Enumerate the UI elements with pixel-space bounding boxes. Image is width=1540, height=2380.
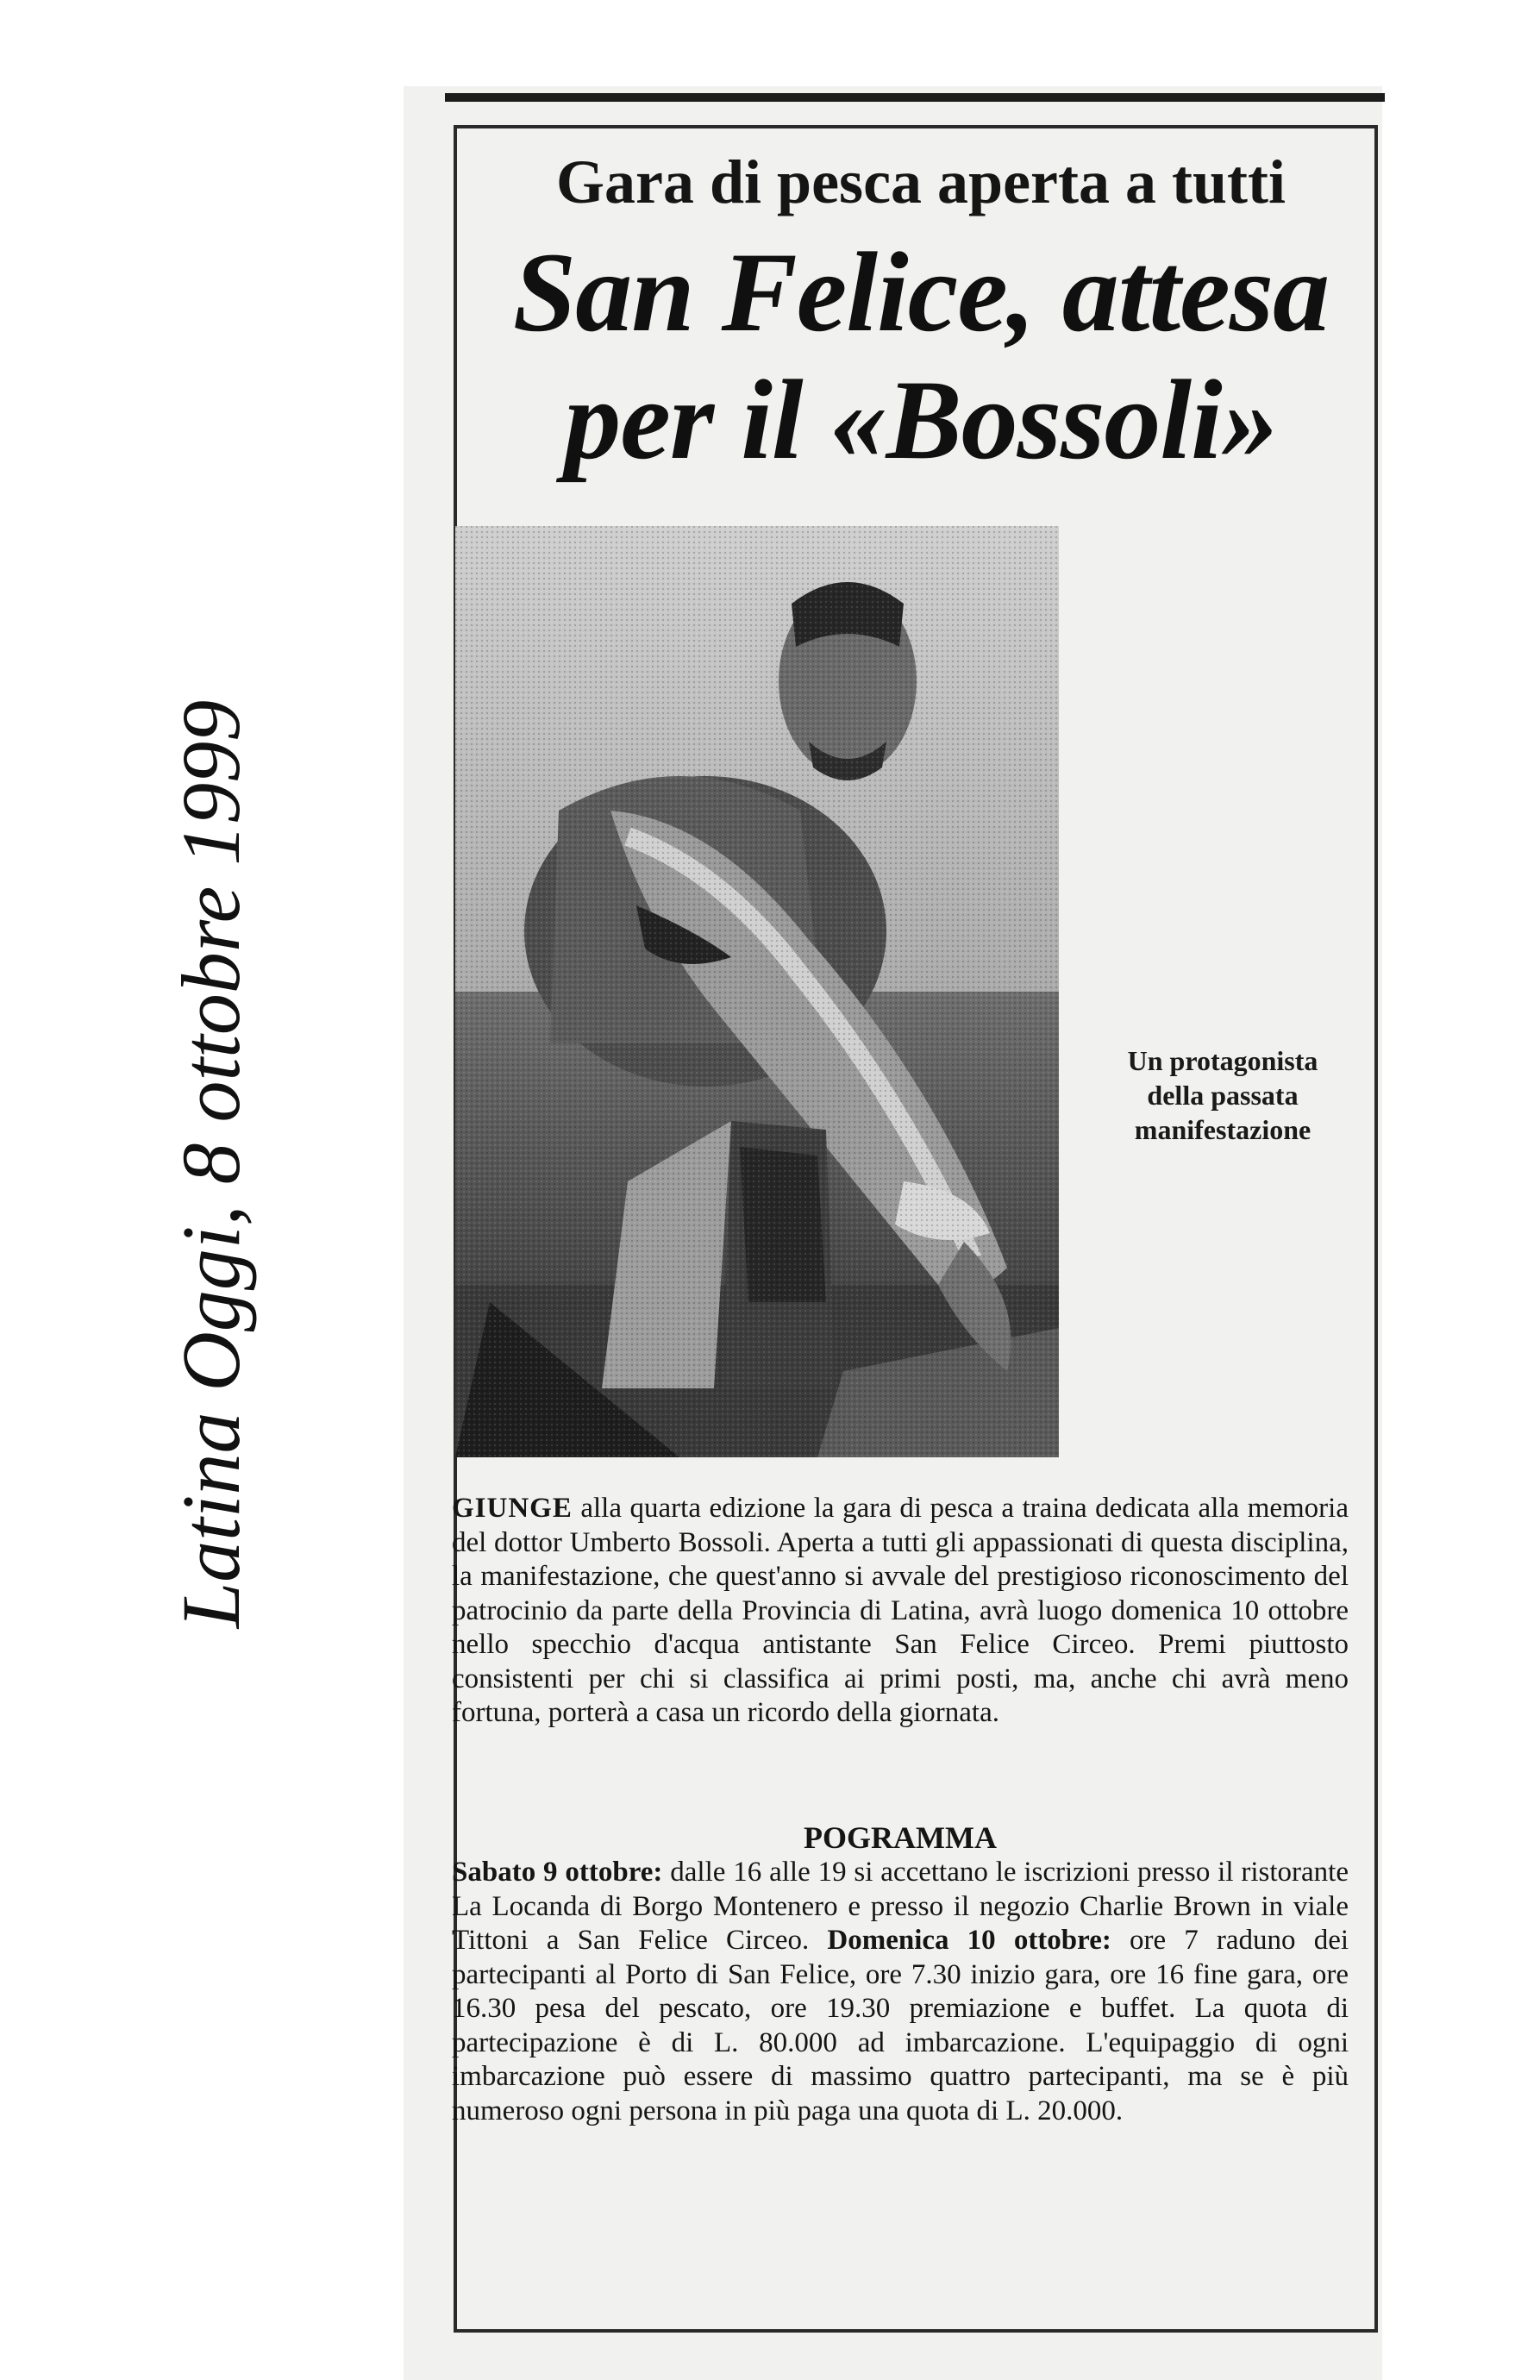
program-details-1: dalle 16 alle 19 si accettano le iscrizioni presso il ristorante La Locanda di Borgo Montenero e presso il negozio Charlie Brown in viale Tittoni a San Felice Circeo.: [452, 1857, 1349, 1956]
lead-word: GIUNGE: [452, 1493, 573, 1524]
program-title: POGRAMMA: [804, 1820, 997, 1855]
source-citation: Latina Oggi, 8 ottobre 1999: [165, 699, 257, 1629]
headline-line-2: per il «Bossoli»: [564, 356, 1278, 483]
caption-line-3: manifestazione: [1134, 1114, 1312, 1145]
program-day-2: Domenica 10 ottobre:: [827, 1925, 1111, 1956]
article-body: [452, 1492, 1349, 1731]
photo-caption: [1085, 1043, 1361, 1147]
program-text: [452, 1856, 1349, 2128]
newspaper-clipping: [404, 86, 1382, 2380]
program-details-2: ore 7 raduno dei partecipanti al Porto di San Felice, ore 7.30 inizio gara, ore 16 fine gara, ore 16.30 pesa del pescato, ore 19.30 premiazione e buffet. La quota di partecipazione è di L. 80.000 ad imbarcazione. L'equipaggio di ogni imbarcazione può essere di massimo quattro partecipanti, ma se è più numeroso ogni persona in più paga una quota di L. 20.000.: [452, 1925, 1349, 2126]
article-photo: [455, 526, 1059, 1457]
headline-line-1: San Felice, attesa: [512, 229, 1330, 355]
caption-line-1: Un protagonista: [1127, 1045, 1318, 1076]
article-kicker: Gara di pesca aperta a tutti: [556, 147, 1286, 216]
body-paragraph: alla quarta edizione la gara di pesca a traina dedicata alla memoria del dottor Umberto Bossoli. Aperta a tutti gli appassionati di questa disciplina, la manifestazione, che quest'anno si avvale del prestigioso riconoscimento del patrocinio da parte della Provincia di Latina, avrà luogo domenica 10 ottobre nello specchio d'acqua antistante San Felice Circeo. Premi piuttosto consistenti per chi si classifica ai primi posti, ma, anche chi avrà meno fortuna, porterà a casa un ricordo della giornata.: [452, 1493, 1349, 1728]
caption-line-2: della passata: [1147, 1080, 1299, 1111]
program-day-1: Sabato 9 ottobre:: [452, 1857, 663, 1888]
top-rule: [445, 93, 1385, 102]
fisherman-with-fish-photo: [455, 526, 1059, 1457]
article-headline: [464, 229, 1378, 484]
